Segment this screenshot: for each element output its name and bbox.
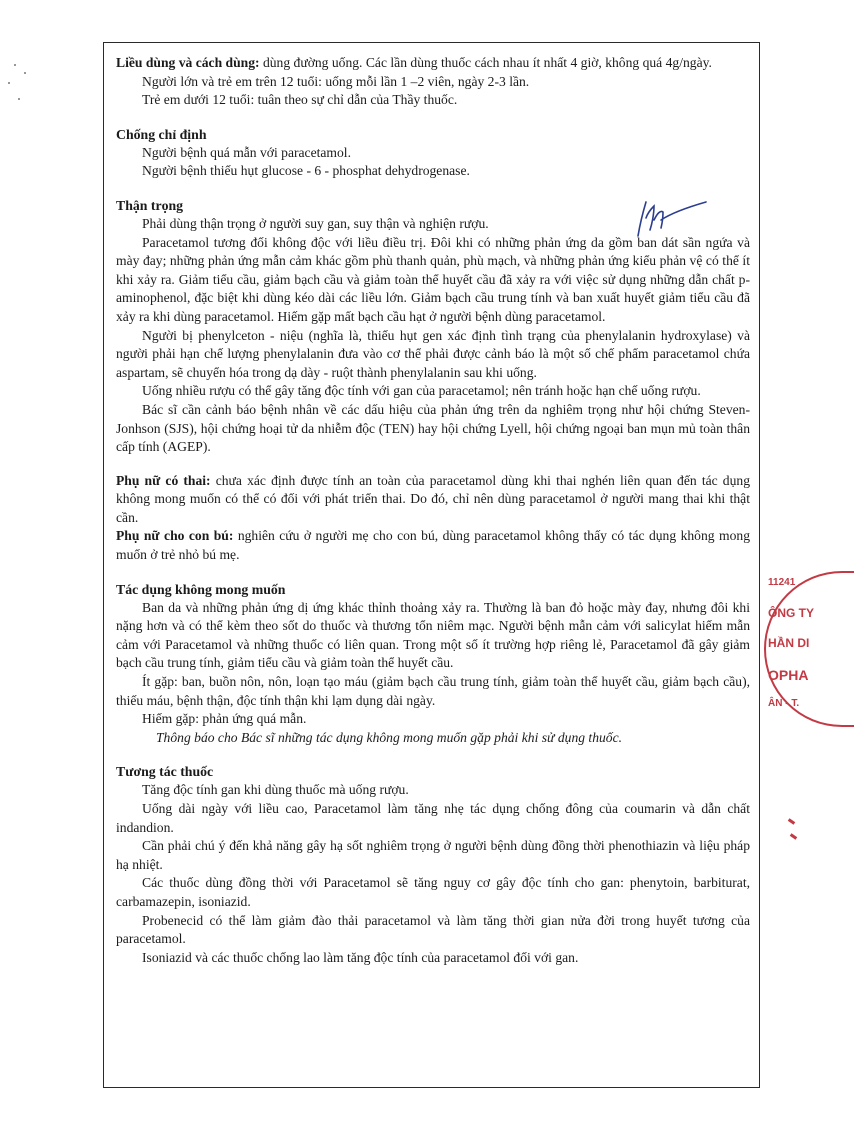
- contraindication-item: Người bệnh quá mẫn với paracetamol.: [142, 144, 351, 160]
- company-stamp: [758, 573, 815, 725]
- interactions-paragraph: Probenecid có thể làm giảm đào thải paracetamol và làm tăng thời gian nửa đời trong huyết tương của paracetamol.: [116, 912, 750, 947]
- stamp-text: HẦN DI: [768, 636, 810, 650]
- interactions-paragraph: Isoniazid và các thuốc chống lao làm tăng độc tính của paracetamol đối với gan.: [142, 949, 579, 965]
- contraindication-item: Người bệnh thiếu hụt glucose - 6 - phosphat dehydrogenase.: [142, 163, 470, 179]
- scan-speck: [24, 72, 26, 74]
- adverse-effects-paragraph: Ban da và những phản ứng dị ứng khác thỉnh thoảng xảy ra. Thường là ban đỏ hoặc mày đay, nhưng đôi khi nặng hơn và có thể kèm theo sốt do thuốc và thương tổn niêm mạc. Người bệnh mẫn cảm với salicylat hiếm mẫn cảm với Paracetamol và những thuốc có liên quan. Trong một số ít trường hợp riêng lẻ, Paracetamol đã gây giảm bạch cầu trung tính, giảm tiểu cầu và giảm toàn thể huyết cầu.: [116, 599, 750, 671]
- stamp-text: 11241: [768, 577, 796, 588]
- edge-mark: [790, 833, 797, 839]
- adverse-effects-heading: Tác dụng không mong muốn: [116, 581, 286, 597]
- pregnancy-text: chưa xác định được tính an toàn của paracetamol dùng khi thai nghén liên quan đến tác dụng không mong muốn có thể có đối với phát triển thai. Do đó, chỉ nên dùng paracetamol ở người mang thai khi thật cần.: [116, 472, 750, 525]
- stamp-text: OPHA: [768, 667, 809, 683]
- pregnancy-heading: Phụ nữ có thai:: [116, 472, 211, 488]
- interactions-paragraph: Tăng độc tính gan khi dùng thuốc mà uống rượu.: [142, 782, 409, 798]
- dosage-heading: Liều dùng và cách dùng:: [116, 55, 260, 70]
- dosage-intro: dùng đường uống. Các lần dùng thuốc cách nhau ít nhất 4 giờ, không quá 4g/ngày.: [262, 55, 712, 70]
- stamp-text: ÔNG TY: [768, 606, 815, 620]
- precautions-paragraph: Paracetamol tương đối không độc với liều điều trị. Đôi khi có những phản ứng da gồm ban dát sần ngứa và mày đay; những phản ứng mẫn cảm khác gồm phù thanh quản, phù mạch, và những phản ứng kiểu phản vệ có thể ít khi xảy ra. Giảm tiểu cầu, giảm bạch cầu và giảm toàn thể huyết cầu đã xảy ra với việc sử dụng những dẫn chất p-aminophenol, đặc biệt khi dùng kéo dài các liều lớn. Giảm bạch cầu trung tính và ban xuất huyết giảm tiểu cầu đã xảy ra khi dùng paracetamol. Hiếm gặp mất bạch cầu hạt ở người bệnh dùng paracetamol.: [116, 234, 750, 324]
- handwritten-signature: [630, 194, 710, 244]
- scan-speck: [18, 98, 20, 100]
- stamp-text: ÂN - T.: [768, 698, 800, 709]
- section-drug-interactions: [116, 762, 750, 967]
- section-contraindications: [116, 125, 750, 181]
- section-adverse-effects: [116, 580, 750, 748]
- adverse-effects-note: Thông báo cho Bác sĩ những tác dụng không mong muốn gặp phải khi sử dụng thuốc.: [156, 729, 623, 745]
- interactions-paragraph: Các thuốc dùng đồng thời với Paracetamol sẽ tăng nguy cơ gây độc tính cho gan: phenytoin, barbiturat, carbamazepin, isoniazid.: [116, 875, 750, 909]
- lactation-heading: Phụ nữ cho con bú:: [116, 528, 234, 544]
- lactation-text: nghiên cứu ở người mẹ cho con bú, dùng paracetamol không thấy có tác dụng không mong muốn ở trẻ nhỏ bú mẹ.: [116, 528, 750, 563]
- precautions-paragraph: Uống nhiều rượu có thể gây tăng độc tính với gan của paracetamol; nên tránh hoặc hạn chế uống rượu.: [142, 383, 701, 399]
- precautions-heading: Thận trọng: [116, 197, 184, 213]
- interactions-paragraph: Uống dài ngày với liều cao, Paracetamol làm tăng nhẹ tác dụng chống đông của coumarin và dẫn chất indandion.: [116, 801, 750, 835]
- precautions-paragraph: Bác sĩ cần cảnh báo bệnh nhân về các dấu hiệu của phản ứng trên da nghiêm trọng như hội chứng Steven-Jonhson (SJS), hội chứng hoại tử da nhiễm độc (TEN) hay hội chứng Lyell, hội chứng ngoại ban mụn mủ toàn thân cấp tính (AGEP).: [116, 401, 750, 455]
- scan-speck: [14, 64, 16, 66]
- section-dosage: [116, 54, 750, 110]
- leaflet-body: [116, 54, 750, 967]
- adverse-effects-paragraph: Hiếm gặp: phản ứng quá mẫn.: [142, 711, 307, 727]
- precautions-paragraph: Người bị phenylceton - niệu (nghĩa là, thiếu hụt gen xác định tình trạng của phenylalanin hydroxylase) và người phải hạn chế lượng phenylalanin đưa vào cơ thể phải được cảnh báo là một số chế phẩm paracetamol chứa aspartam, sẽ chuyển hóa trong dạ dày - ruột thành phenylalanin sau khi uống.: [116, 327, 750, 380]
- interactions-paragraph: Cần phải chú ý đến khả năng gây hạ sốt nghiêm trọng ở người bệnh dùng đồng thời phenothiazin và liệu pháp hạ nhiệt.: [116, 838, 750, 872]
- dosage-children: Trẻ em dưới 12 tuổi: tuân theo sự chỉ dẫn của Thầy thuốc.: [142, 92, 458, 108]
- adverse-effects-paragraph: Ít gặp: ban, buồn nôn, nôn, loạn tạo máu (giảm bạch cầu trung tính, giảm toàn thể huyết cầu, giảm bạch cầu), thiếu máu, bệnh thận, độc tính thận khi lạm dụng dài ngày.: [116, 674, 750, 708]
- dosage-adults: Người lớn và trẻ em trên 12 tuổi: uống mỗi lần 1 –2 viên, ngày 2-3 lần.: [142, 73, 530, 89]
- edge-mark: [788, 818, 795, 824]
- scan-speck: [8, 82, 10, 84]
- precautions-paragraph: Phải dùng thận trọng ở người suy gan, suy thận và nghiện rượu.: [142, 215, 489, 231]
- contraindications-heading: Chống chỉ định: [116, 126, 207, 142]
- section-pregnancy-lactation: [116, 472, 750, 565]
- interactions-heading: Tương tác thuốc: [116, 764, 214, 780]
